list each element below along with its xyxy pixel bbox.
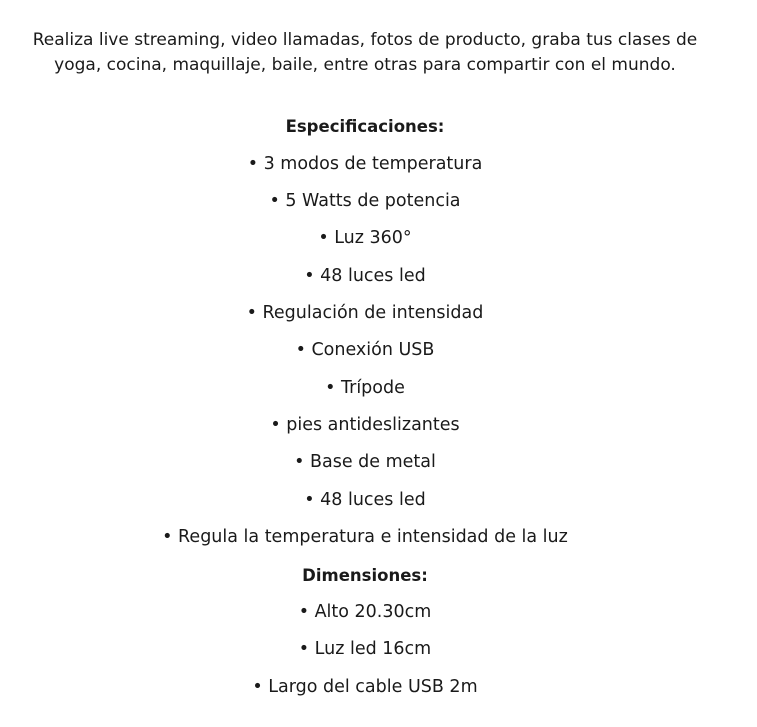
spec-item-led-count-repeat: • 48 luces led	[304, 490, 426, 510]
spec-item-usb-connection: • Conexión USB	[295, 340, 435, 360]
dimensions-heading: Dimensiones:	[302, 566, 428, 585]
spec-item-intensity-regulation: • Regulación de intensidad	[246, 303, 484, 323]
spec-item-power: • 5 Watts de potencia	[269, 191, 461, 211]
spec-item-temperature-modes: • 3 modos de temperatura	[247, 154, 483, 174]
intro-paragraph: Realiza live streaming, video llamadas, fotos de producto, graba tus clases de yoga, cocina, maquillaje, baile, entre otras para compartir con el mundo.	[32, 30, 698, 75]
spec-item-temperature-intensity: • Regula la temperatura e intensidad de la luz	[162, 527, 568, 547]
dimension-item-led-light: • Luz led 16cm	[298, 639, 432, 659]
specifications-heading: Especificaciones:	[285, 117, 445, 136]
spec-item-light-360: • Luz 360°	[318, 228, 412, 248]
spec-item-metal-base: • Base de metal	[294, 452, 436, 472]
dimension-item-cable-length: • Largo del cable USB 2m	[252, 677, 478, 697]
spec-item-led-count: • 48 luces led	[304, 266, 426, 286]
spec-item-non-slip-feet: • pies antideslizantes	[270, 415, 460, 435]
dimension-item-height: • Alto 20.30cm	[298, 602, 432, 622]
spec-item-tripod: • Trípode	[325, 378, 405, 398]
